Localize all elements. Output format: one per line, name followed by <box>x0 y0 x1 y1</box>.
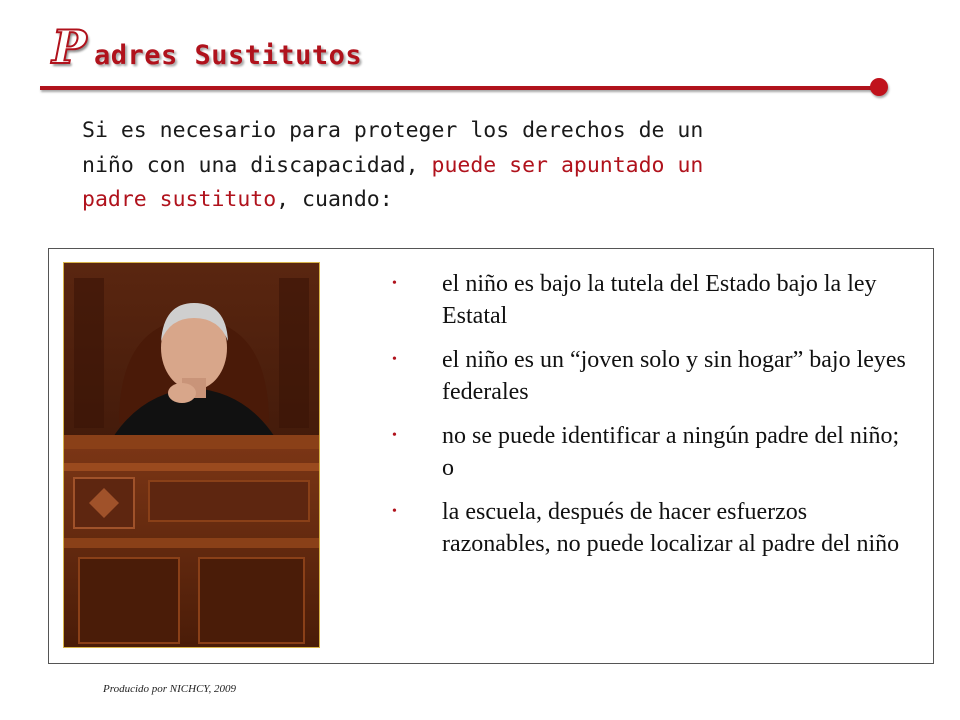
intro-line-2-plain: niño con una discapacidad, <box>82 152 432 178</box>
list-item <box>392 420 912 484</box>
bullet-icon: • <box>392 276 397 291</box>
title-initial: P <box>52 20 87 74</box>
list-item <box>392 268 912 332</box>
footer-credit: Producido por NICHCY, 2009 <box>103 683 237 695</box>
list-item-text: el niño es bajo la tutela del Estado bajo la ley Estatal <box>442 271 877 329</box>
title-text: adres Sustitutos <box>94 40 363 71</box>
intro-line-3-highlight: padre sustituto <box>82 187 277 212</box>
bullet-icon: • <box>392 352 397 367</box>
judge-photo <box>63 262 320 648</box>
bullet-icon: • <box>392 428 397 443</box>
list-item-text: la escuela, después de hacer esfuerzos razonables, no puede localizar al padre del niño <box>442 499 900 557</box>
intro-paragraph <box>82 114 842 218</box>
list-item-text: el niño es un “joven solo y sin hogar” bajo leyes federales <box>442 347 906 405</box>
criteria-list <box>392 268 912 572</box>
intro-line-2-highlight: puede ser apuntado un <box>431 152 704 178</box>
title-divider <box>40 86 878 90</box>
list-item <box>392 344 912 408</box>
list-item-text: no se puede identificar a ningún padre del niño; o <box>442 423 900 481</box>
intro-line-1: Si es necesario para proteger los derechos de un <box>82 118 704 143</box>
divider-end-dot <box>870 78 888 96</box>
bullet-icon: • <box>392 504 397 519</box>
list-item <box>392 496 912 560</box>
intro-line-3-plain: , cuando: <box>276 187 393 212</box>
